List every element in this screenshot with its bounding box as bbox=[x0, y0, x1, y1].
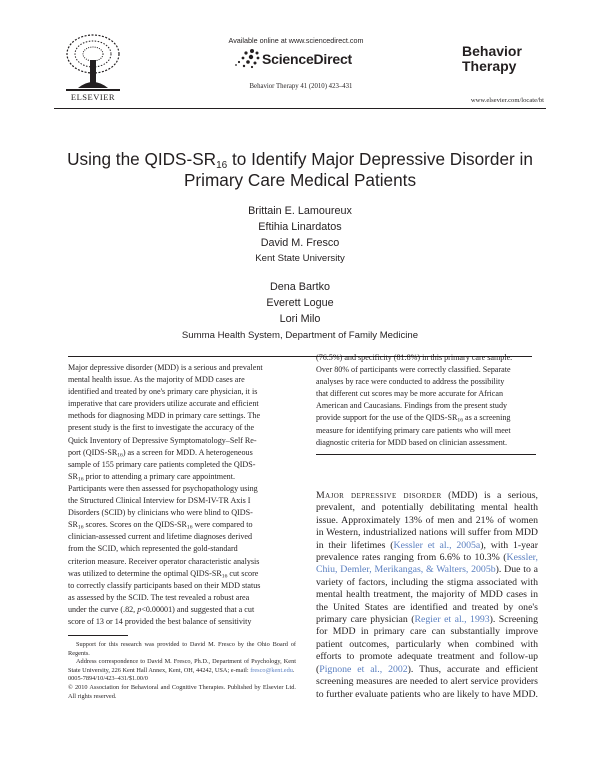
journal-title-line1: Behavior bbox=[462, 43, 522, 59]
title-part: to Identify Major Depressive Disorder in bbox=[227, 149, 533, 169]
abstract-line: American and Caucasians. Findings from the present study bbox=[316, 401, 508, 411]
abstract-line: Over 80% of participants were correctly classified. Separate bbox=[316, 365, 511, 375]
abstract-line: under the curve (.82, p<0.00001) and suggested that a cut bbox=[68, 604, 255, 614]
author-name: Everett Logue bbox=[266, 297, 334, 309]
email-link[interactable]: fresco@kent.edu bbox=[250, 666, 293, 674]
abstract-line: diagnostic criteria for MDD based on clinician assessment. bbox=[316, 437, 508, 447]
publisher-name: ELSEVIER bbox=[70, 92, 116, 102]
abstract-line: was utilized to determine the optimal QIDS-$SR_{16}$ cut score bbox=[68, 568, 259, 580]
abstract-line: clinician-assessed current and lifetime diagnoses derived bbox=[68, 532, 253, 542]
abstract-line: mental health issue. As the majority of MDD cases are bbox=[68, 375, 245, 385]
support-note: Support for this research was provided to David M. Fresco by the Ohio Board of Regents. bbox=[68, 641, 296, 657]
author-name: Brittain E. Lamoureux bbox=[248, 205, 352, 217]
copyright-note: © 2010 Association for Behavioral and Cognitive Therapies. Published by Elsevier Ltd. All rights reserved. bbox=[68, 683, 296, 700]
abstract-line: analyses by race were conducted to address the possibility bbox=[316, 377, 505, 387]
correspondence-note: Address correspondence to David M. Fresco, Ph.D., Department of Psychology, Kent State University, 226 Kent Hall Annex, Kent, OH, 44242, USA; e-mail: fresco@kent.edu. bbox=[68, 658, 296, 674]
abstract-line: Participants were then assessed for psychopathology using bbox=[68, 483, 258, 493]
abstract-line: $SR_{16}$ prior to attending a primary care appointment. bbox=[68, 471, 235, 483]
available-online-text: Available online at www.sciencedirect.com bbox=[228, 36, 364, 45]
abstract-right-column bbox=[316, 352, 536, 449]
journal-title-line2: Therapy bbox=[462, 58, 517, 74]
journal-title bbox=[462, 44, 522, 74]
abstract-left-column bbox=[68, 362, 296, 628]
author-name: Lori Milo bbox=[279, 313, 321, 325]
elsevier-tree-logo bbox=[58, 32, 128, 94]
abstract-line: Disorders (SCID) by clinicians who were blind to QIDS- bbox=[68, 508, 253, 518]
abstract-line: Major depressive disorder (MDD) is a serious and prevalent bbox=[68, 363, 263, 372]
citation-link[interactable]: Kessler, Chiu, Demler, Merikangas, & Walters, 2005b bbox=[316, 552, 538, 576]
lead-in: Major depressive disorder bbox=[316, 490, 442, 501]
abstract-line: as assessed by the SCID. The test revealed a robust area bbox=[68, 592, 250, 602]
sciencedirect-dots-icon bbox=[232, 47, 262, 69]
header-divider bbox=[54, 108, 546, 109]
body-paragraph: Major depressive disorder (MDD) is a serious, prevalent, and potentially debilitating mental health issue. Approximately 13% of men and 21% of women in Western, industrialized nations will suffer from MDD in their lifetimes (Kessler et al., 2005a), with 1-year prevalence rates ranging from 6.6% to 10.3% (Kessler, Chiu, Demler, Merikangas, & Walters, 2005b). Due to a variety of factors, including the stigma associated with mental health treatment, the majority of MDD cases in the United States are identified and treated by one's primary care physician (Regier et al., 1993). Screening for MDD in primary care can substantially improve patient outcomes, particularly when combined with efforts to promote adequate treatment and follow-up (Pignone et al., 2002). Thus, accurate and efficient screening measures are needed to alert service providers to further evaluate patients who are likely to have MDD. bbox=[316, 490, 539, 700]
paper-title bbox=[60, 149, 540, 191]
citation-link[interactable]: Pignone et al., 2002 bbox=[319, 663, 408, 675]
abstract-line: port $(QIDS-SR_{16})$ as a screen for MDD. A heterogeneous bbox=[68, 447, 253, 459]
abstract-line: $SR_{16}$ scores. Scores on the QIDS-$SR_{16}$ were compared to bbox=[68, 520, 253, 531]
abstract-line: Quick Inventory of Depressive Symptomatology–Self Re- bbox=[68, 435, 257, 445]
abstract-line: provide support for the use of the QIDS-$SR_{16}$ as a screening bbox=[316, 413, 511, 424]
abstract-end-divider bbox=[316, 454, 536, 455]
sciencedirect-wordmark: ScienceDirect bbox=[262, 51, 353, 67]
author-name: Dena Bartko bbox=[269, 281, 330, 293]
abstract-line: that different cut scores may be more accurate for African bbox=[316, 389, 504, 399]
author-name: Eftihia Linardatos bbox=[258, 221, 342, 233]
affiliation: Kent State University bbox=[255, 253, 345, 264]
abstract-line: imperative that care providers utilize accurate and efficient bbox=[68, 399, 259, 409]
citation-link[interactable]: Regier et al., 1993 bbox=[414, 614, 490, 626]
footnotes bbox=[68, 641, 296, 701]
abstract-line: identified and treated by one's primary care physician, it is bbox=[68, 387, 258, 397]
abstract-line: score of 13 or 14 provided the best balance of sensitivity bbox=[68, 616, 252, 626]
author-name: David M. Fresco bbox=[260, 237, 340, 249]
abstract-line: sample of 155 primary care patients completed the QIDS- bbox=[68, 459, 256, 469]
abstract-line: to correctly classify participants based on their MDD status bbox=[68, 580, 261, 590]
title-subscript: 16 bbox=[216, 160, 228, 171]
affiliation: Summa Health System, Department of Family Medicine bbox=[181, 330, 419, 341]
abstract-line: present study is the first to investigate the accuracy of the bbox=[68, 423, 255, 433]
journal-url[interactable]: www.elsevier.com/locate/bt bbox=[470, 97, 544, 104]
abstract-line: criterion measure. Receiver operator characteristic analysis bbox=[68, 556, 260, 566]
footnote-divider bbox=[68, 635, 128, 636]
abstract-line: (76.5%) and specificity (81.8%) in this primary care sample. bbox=[316, 353, 513, 362]
abstract-line: from the SCID, which represented the gold-standard bbox=[68, 544, 238, 554]
journal-citation: Behavior Therapy 41 (2010) 423–431 bbox=[249, 83, 353, 90]
abstract-line: the Structured Clinical Interview for DSM-IV-TR Axis I bbox=[68, 496, 251, 506]
abstract-line: methods for diagnosing MDD in primary care settings. The bbox=[68, 411, 261, 421]
issn-note: 0005-7894/10/423–431/$1.00/0 bbox=[68, 675, 148, 683]
title-line2: Primary Care Medical Patients bbox=[183, 170, 417, 190]
abstract-line: measure for identifying primary care patients who will meet bbox=[316, 425, 511, 435]
citation-link[interactable]: Kessler et al., 2005a bbox=[393, 539, 481, 551]
title-part: Using the QIDS-SR bbox=[67, 149, 217, 169]
